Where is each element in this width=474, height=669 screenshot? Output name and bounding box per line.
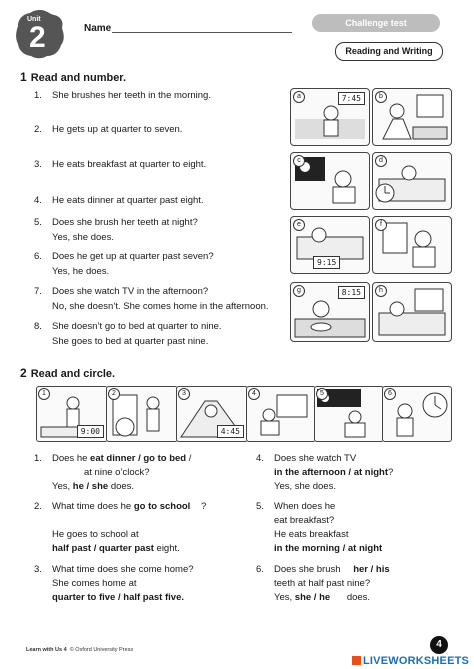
option-at-night[interactable]: at night: [347, 543, 383, 554]
picture-label: h: [375, 285, 387, 297]
section2-heading: [20, 366, 115, 380]
question-6: 6. Does she brush her / his teeth at half past nine? Yes, she / he does.: [256, 564, 390, 603]
section2-number: 2: [20, 366, 27, 380]
option-half-past-five[interactable]: half past five.: [123, 592, 184, 603]
skill-title: Reading and Writing: [335, 42, 443, 61]
strip-picture-2: 2: [106, 386, 178, 442]
strip-picture-6: 6: [382, 386, 452, 442]
section1-heading: [20, 70, 126, 84]
list-item: 2. He gets up at quarter to seven.: [34, 124, 183, 135]
digital-clock: 8:15: [338, 286, 365, 299]
list-item: 3. He eats breakfast at quarter to eight.: [34, 159, 207, 170]
question-4: 4. Does she watch TV in the afternoon / at night? Yes, she does.: [256, 453, 394, 492]
picture-g: [290, 282, 370, 342]
picture-label: g: [293, 285, 305, 297]
option-he[interactable]: he: [72, 481, 84, 492]
option-quarter-past[interactable]: quarter past: [98, 543, 154, 554]
question-1: 1. Does he eat dinner / go to bed / at nine o’clock? Yes, he / she does.: [34, 453, 192, 492]
option-in-the-afternoon[interactable]: in the afternoon: [274, 467, 346, 478]
strip-picture-1: 1 9:00: [36, 386, 108, 442]
logo-icon: [352, 656, 361, 665]
option-in-the-morning[interactable]: in the morning: [274, 543, 340, 554]
picture-h: [372, 282, 452, 342]
list-item: 4. He eats dinner at quarter past eight.: [34, 195, 204, 206]
option-she[interactable]: she: [91, 481, 109, 492]
question-3: 3. What time does she come home? She comes home at quarter to five / half past five.: [34, 564, 194, 603]
option-quarter-to-five[interactable]: quarter to five: [52, 592, 116, 603]
section1-title: Read and number.: [30, 72, 127, 84]
section2-title: Read and circle.: [30, 368, 116, 380]
option-his[interactable]: his: [375, 564, 390, 575]
digital-clock: 4:45: [217, 425, 244, 438]
option-at-night[interactable]: at night: [353, 467, 389, 478]
strip-picture-4: 4: [246, 386, 316, 442]
picture-b: [372, 88, 452, 146]
picture-f: [372, 216, 452, 274]
option-she[interactable]: she: [294, 592, 312, 603]
question-2: 2. What time does he go to school ? He goes to school at half past / quarter past eight.: [34, 501, 207, 554]
page-number: 4: [430, 636, 448, 654]
picture-c: [290, 152, 370, 210]
picture-label: c: [293, 155, 305, 167]
option-go-to-bed[interactable]: go to bed: [143, 453, 187, 464]
list-item: 8. She doesn’t go to bed at quarter to nine. She goes to bed at quarter past nine.: [34, 321, 222, 347]
strip-picture-3: 3 4:45: [176, 386, 248, 442]
section1-number: 1: [20, 70, 27, 84]
digital-clock: 9:00: [77, 425, 104, 438]
picture-e: [290, 216, 370, 274]
name-field[interactable]: [112, 32, 292, 33]
option-her[interactable]: her: [353, 564, 368, 575]
option-he[interactable]: he: [319, 592, 331, 603]
digital-clock: 9:15: [313, 256, 340, 269]
list-item: 6. Does he get up at quarter past seven? Yes, he does.: [34, 251, 214, 277]
footer-credit: Learn with Us 4 © Oxford University Press: [26, 647, 134, 653]
question-5: 5. When does he eat breakfast? He eats breakfast in the morning / at night: [256, 501, 383, 554]
picture-label: d: [375, 155, 387, 167]
picture-strip: [36, 386, 450, 442]
digital-clock: 7:45: [338, 92, 365, 105]
strip-picture-5: 5: [314, 386, 384, 442]
unit-label: Unit: [27, 16, 41, 23]
picture-label: e: [293, 219, 305, 231]
option-eat-dinner[interactable]: eat dinner: [90, 453, 136, 464]
liveworksheets-logo: LIVEWORKSHEETS: [352, 655, 469, 667]
name-label: Name: [84, 23, 112, 34]
picture-a: [290, 88, 370, 146]
list-item: 1. She brushes her teeth in the morning.: [34, 90, 211, 101]
picture-label: b: [375, 91, 387, 103]
list-item: 5. Does she brush her teeth at night? Yes, she does.: [34, 217, 198, 243]
option-half-past[interactable]: half past: [52, 543, 92, 554]
list-item: 7. Does she watch TV in the afternoon? No, she doesn’t. She comes home in the afternoon.: [34, 286, 269, 312]
picture-label: a: [293, 91, 305, 103]
picture-d: [372, 152, 452, 210]
test-title: Challenge test: [312, 14, 440, 32]
picture-label: f: [375, 219, 387, 231]
unit-number: 2: [29, 21, 46, 54]
